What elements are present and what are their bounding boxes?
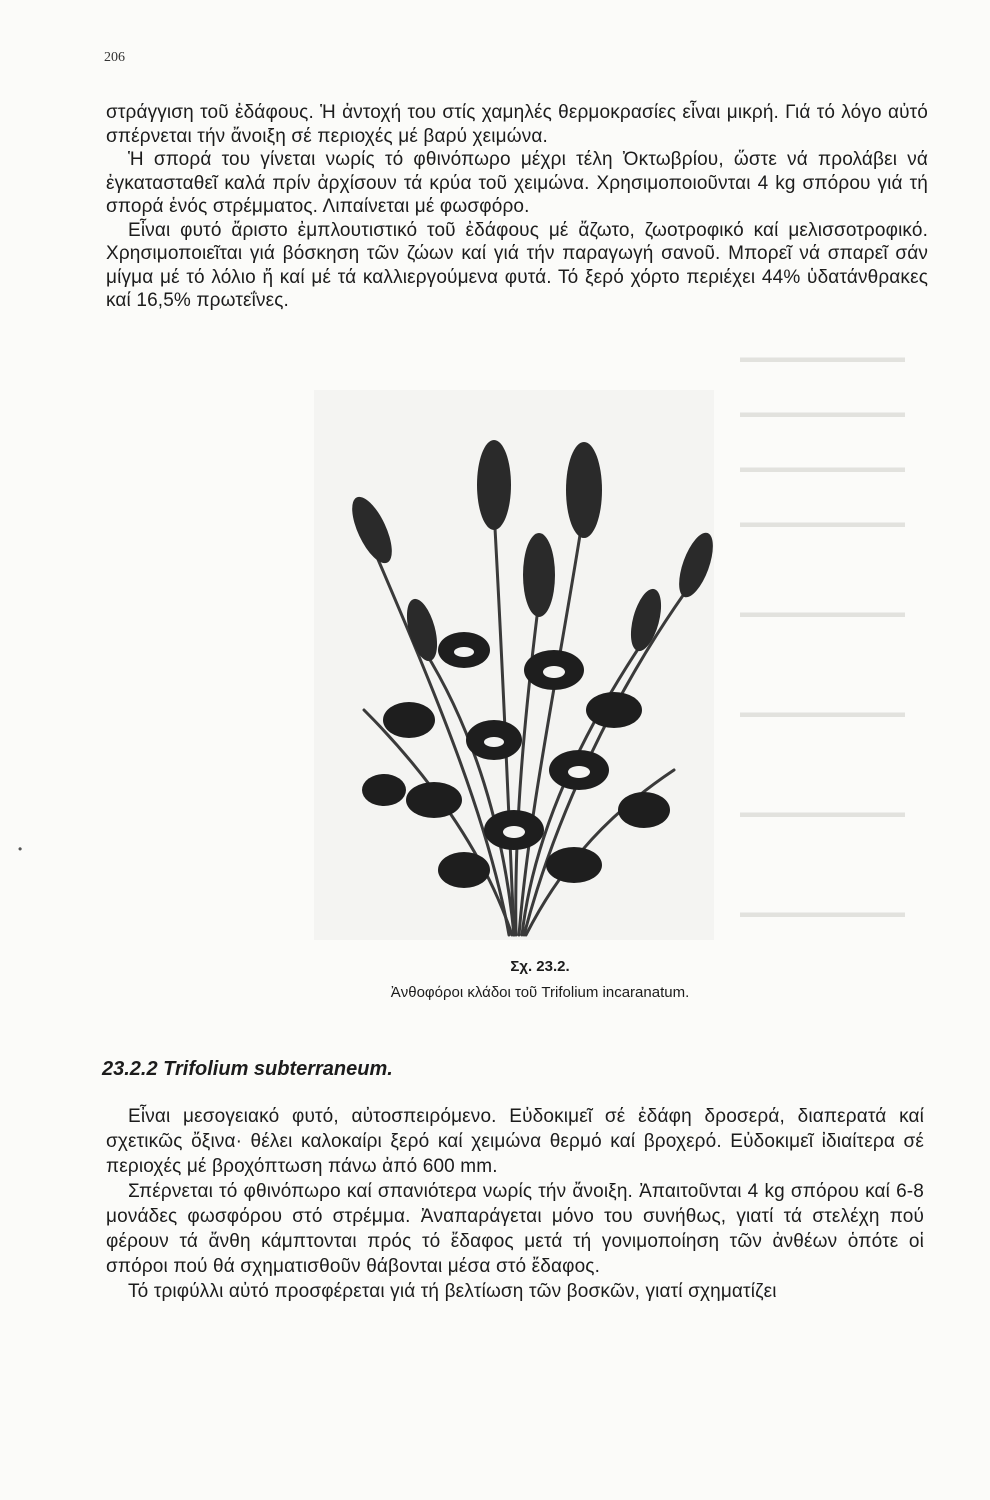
section-paragraph-1: Εἶναι μεσογειακό φυτό, αὐτοσπειρόμενο. Εὐδοκιμεῖ σέ ἐδάφη δροσερά, διαπερατά καί σχετικῶς ὄξινα· θέλει καλοκαίρι ξερό καί χειμώνα θερμό καί βροχερό. Εὐδοκιμεῖ ἰδιαίτερα σέ περιοχές μέ βροχόπτωση πάνω ἀπό 600 mm. xyxy=(106,1106,924,1177)
margin-mark: • xyxy=(18,842,23,856)
paragraph-2: Ἡ σπορά του γίνεται νωρίς τό φθινόπωρο μέχρι τέλη Ὀκτωβρίου, ὥστε νά προλάβει νά ἐγκατασταθεῖ καλά πρίν ἀρχίσουν τά κρύα τοῦ χειμώνα. Χρησιμοποιοῦνται 4 kg σπόρου γιά τή σπορά ἑνός στρέμματος. Λιπαίνεται μέ φωσφόρο. xyxy=(106,149,928,217)
top-text-block xyxy=(106,101,928,313)
paragraph-1: στράγγιση τοῦ ἐδάφους. Ἡ ἀντοχή του στίς χαμηλές θερμοκρασίες εἶναι μικρή. Γιά τό λόγο αὐτό σπέρνεται τήν ἄνοιξη σέ περιοχές μέ βαρύ χειμώνα. xyxy=(106,102,928,147)
figure-caption: Ἀνθοφόροι κλάδοι τοῦ Trifolium incaranatum. xyxy=(390,984,690,1001)
section-paragraph-3: Τό τριφύλλι αὐτό προσφέρεται γιά τή βελτίωση τῶν βοσκῶν, γιατί σχηματίζει xyxy=(128,1281,777,1302)
figure-trifolium-photo xyxy=(314,390,714,940)
paragraph-3: Εἶναι φυτό ἄριστο ἐμπλουτιστικό τοῦ ἐδάφους μέ ἄζωτο, ζωοτροφικό καί μελισσοτροφικό. Χρησιμοποιεῖται γιά βόσκηση τῶν ζώων καί γιά τήν παραγωγή σανοῦ. Μπορεῖ νά σπαρεῖ σάν μίγμα μέ τό λόλιο ἤ καί μέ τά καλλιεργούμενα φυτά. Τό ξερό χόρτο περιέχει 44% ὑδατάνθρακες καί 16,5% πρωτεΐνες. xyxy=(106,219,928,311)
section-paragraph-2: Σπέρνεται τό φθινόπωρο καί σπανιότερα νωρίς τήν ἄνοιξη. Ἀπαιτοῦνται 4 kg σπόρου καί 6-8 μονάδες φωσφόρου στό στρέμμα. Ἀναπαράγεται μόνο του συνήθως, γιατί τά στελέχη πού φέρουν τά ἄνθη κάμπτονται πρός τό ἔδαφος μετά τή γονιμοποίηση τῶν ἀνθέων ὁπότε οἱ σπόροι πού θά σχηματισθοῦν θάβονται μέσα στό ἔδαφος. xyxy=(106,1181,924,1277)
page-number: 206 xyxy=(104,50,125,65)
section-heading: 23.2.2 Trifolium subterraneum. xyxy=(102,1058,393,1080)
section-text-block xyxy=(106,1104,924,1304)
clover-illustration xyxy=(314,390,714,940)
figure-label: Σχ. 23.2. xyxy=(510,958,570,975)
